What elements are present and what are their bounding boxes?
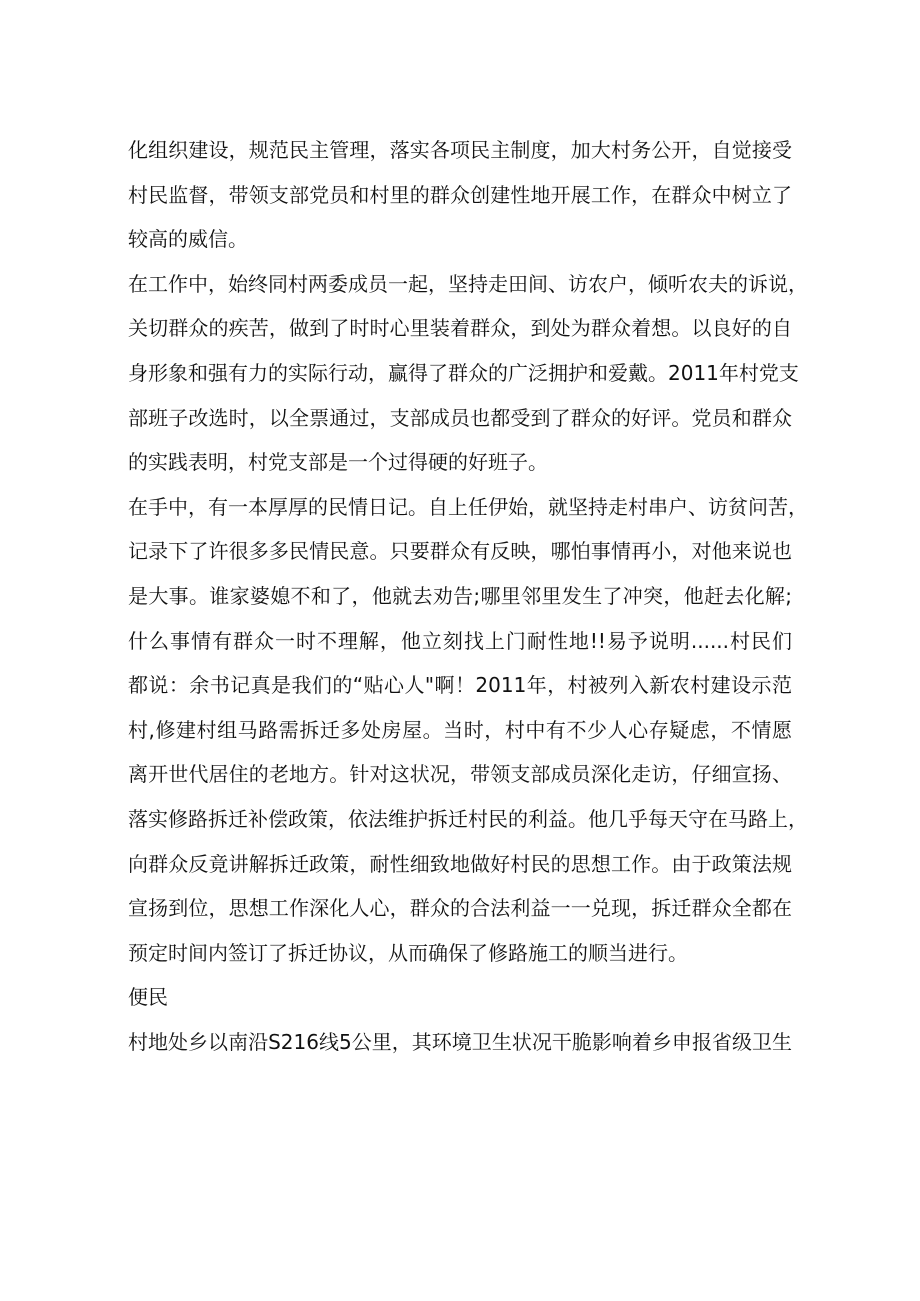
text-line: 落实修路拆迁补偿政策，依法维护拆迁村民的利益。他几乎每天守在马路上，: [128, 806, 808, 831]
text-line: 向群众反竟讲解拆迁政策，耐性细致地做好村民的思想工作。由于政策法规: [128, 851, 792, 876]
paragraph-5: [128, 1020, 792, 1065]
text-line: 记录下了许很多多民情民意。只要群众有反映，哪怕事情再小，对他来说也: [128, 539, 792, 564]
paragraph-3: [128, 485, 808, 976]
text-line: 预定时间内签订了拆迁协议，从而确保了修路施工的顺当进行。: [128, 940, 688, 965]
text-line: 村民监督，带领支部党员和村里的群众创建性地开展工作，在群众中树立了: [128, 182, 792, 207]
text-line: 较高的威信。: [128, 227, 248, 252]
text-line: 是大事。谁家婆媳不和了，他就去劝告;哪里邻里发生了冲突，他赶去化解;: [128, 583, 792, 608]
text-line: 便民: [128, 985, 168, 1010]
document-body: [128, 128, 808, 1064]
text-line: 什么事情有群众一时不理解，他立刻找上门耐性地!!易予说明......村民们: [128, 628, 792, 653]
paragraph-2: [128, 262, 808, 485]
text-line: 在手中，有一本厚厚的民情日记。自上任伊始，就坚持走村串户、访贫问苦，: [128, 494, 808, 519]
text-line: 关切群众的疾苦，做到了时时心里装着群众，到处为群众着想。以良好的自: [128, 316, 792, 341]
text-line: 身形象和强有力的实际行动，赢得了群众的广泛拥护和爱戴。2011年村党支: [128, 360, 799, 385]
text-line: 村地处乡以南沿S216线5公里，其环境卫生状况干脆影响着乡申报省级卫生: [128, 1029, 792, 1054]
paragraph-1: [128, 128, 792, 262]
text-line: 化组织建设，规范民主管理，落实各项民主制度，加大村务公开，自觉接受: [128, 138, 792, 162]
text-line: 的实践表明，村党支部是一个过得硬的好班子。: [128, 450, 548, 475]
text-line: 村,修建村组马路需拆迁多处房屋。当时，村中有不少人心存疑虑，不情愿: [128, 717, 792, 742]
text-line: 离开世代居住的老地方。针对这状况，带领支部成员深化走访，仔细宣扬、: [128, 762, 792, 787]
text-line: 都说：余书记真是我们的“贴心人"啊！2011年，村被列入新农村建设示范: [128, 673, 792, 698]
section-heading-bianmin: [128, 975, 792, 1020]
text-line: 部班子改选时，以全票通过，支部成员也都受到了群众的好评。党员和群众: [128, 405, 792, 430]
text-line: 宣扬到位，思想工作深化人心，群众的合法利益一一兑现，拆迁群众全都在: [128, 896, 792, 921]
text-line: 在工作中，始终同村两委成员一起，坚持走田间、访农户，倾听农夫的诉说，: [128, 271, 808, 296]
